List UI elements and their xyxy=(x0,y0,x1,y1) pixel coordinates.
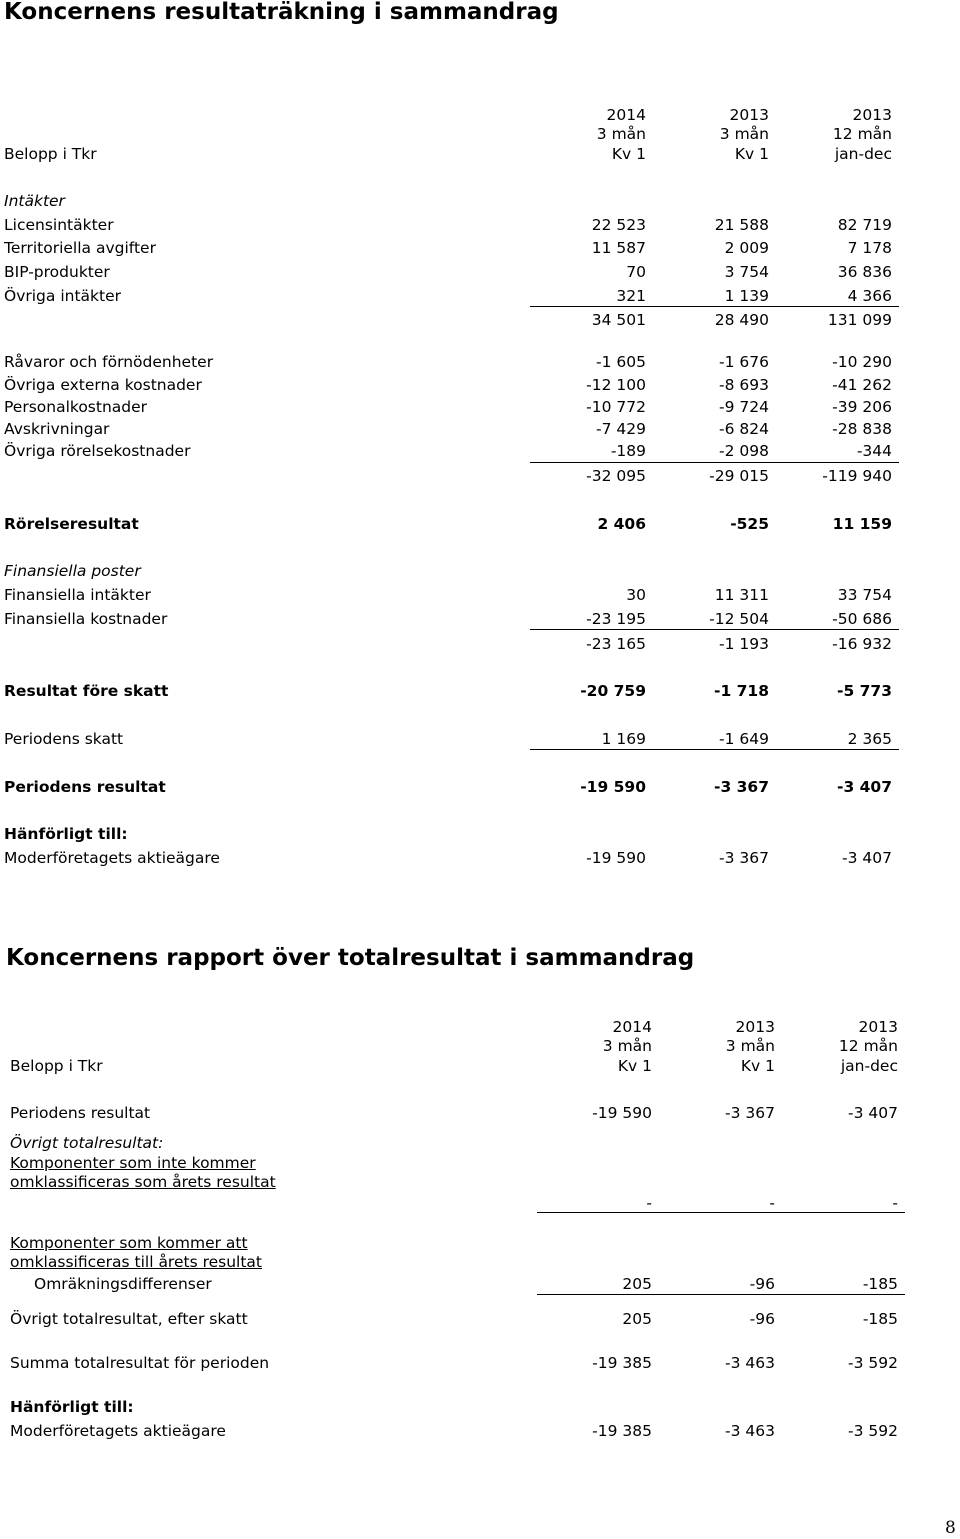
row-label: Periodens resultat xyxy=(10,1104,151,1122)
row-value: -3 463 xyxy=(725,1354,775,1372)
row-value: 2 009 xyxy=(724,239,769,257)
subtotal-rule xyxy=(530,306,899,307)
component-heading: Komponenter som kommer att xyxy=(10,1234,248,1252)
subtotal-rule xyxy=(530,749,899,750)
total-value: -1 718 xyxy=(714,682,769,700)
row-value: 70 xyxy=(626,263,646,281)
row-value: 7 178 xyxy=(847,239,892,257)
row-label: BIP-produkter xyxy=(4,263,110,281)
subtotal-rule xyxy=(530,462,899,463)
row-label: Personalkostnader xyxy=(4,398,148,416)
row-value: -3 367 xyxy=(719,849,769,867)
row-value: -344 xyxy=(856,442,892,460)
row-value: -185 xyxy=(862,1310,898,1328)
row-value: -3 592 xyxy=(848,1422,898,1440)
row-value: -1 649 xyxy=(719,730,769,748)
belopp-label: Belopp i Tkr xyxy=(10,1057,103,1075)
row-label: Övriga intäkter xyxy=(4,287,121,305)
row-label: Moderföretagets aktieägare xyxy=(10,1422,226,1440)
row-value: 21 588 xyxy=(714,216,769,234)
row-value: -96 xyxy=(749,1310,775,1328)
row-value: -12 100 xyxy=(586,376,646,394)
col-header-range: jan-dec xyxy=(834,145,892,163)
row-label: Moderföretagets aktieägare xyxy=(4,849,220,867)
row-label: Råvaror och förnödenheter xyxy=(4,353,214,371)
row-value: -3 407 xyxy=(848,1104,898,1122)
col-header-range: jan-dec xyxy=(840,1057,898,1075)
row-value: 30 xyxy=(626,586,646,604)
row-value: 22 523 xyxy=(591,216,646,234)
col-header-year: 2014 xyxy=(612,1018,652,1036)
row-value: -1 676 xyxy=(719,353,769,371)
row-value: -28 838 xyxy=(832,420,892,438)
subtotal-value: -29 015 xyxy=(709,467,769,485)
col-header-range: Kv 1 xyxy=(734,145,769,163)
row-label: Territoriella avgifter xyxy=(4,239,156,257)
hanforligt-heading: Hänförligt till: xyxy=(10,1398,134,1416)
comprehensive-title: Koncernens rapport över totalresultat i sammandrag xyxy=(6,945,695,971)
row-label: Övrigt totalresultat, efter skatt xyxy=(10,1310,248,1328)
subtotal-value: -119 940 xyxy=(822,467,892,485)
row-label-total: Resultat före skatt xyxy=(4,682,169,700)
col-header-year: 2013 xyxy=(858,1018,898,1036)
row-value: 1 169 xyxy=(601,730,646,748)
row-value: -39 206 xyxy=(832,398,892,416)
row-value: -185 xyxy=(862,1275,898,1293)
subtotal-value: 28 490 xyxy=(714,311,769,329)
row-value: 11 311 xyxy=(714,586,769,604)
col-header-year: 2013 xyxy=(852,106,892,124)
row-value: -3 367 xyxy=(725,1104,775,1122)
col-header-period: 3 mån xyxy=(719,125,769,143)
col-header-period: 12 mån xyxy=(832,125,892,143)
component-heading: Komponenter som inte kommer xyxy=(10,1154,256,1172)
page-number: 8 xyxy=(945,1518,956,1538)
row-value: 2 365 xyxy=(847,730,892,748)
row-value: -12 504 xyxy=(709,610,769,628)
total-value: -3 407 xyxy=(837,778,892,796)
row-label: Summa totalresultat för perioden xyxy=(10,1354,270,1372)
row-value: -96 xyxy=(749,1275,775,1293)
row-label: Övriga externa kostnader xyxy=(4,376,202,394)
total-value: -525 xyxy=(730,515,769,533)
total-value: 2 406 xyxy=(597,515,646,533)
row-label: Finansiella kostnader xyxy=(4,610,168,628)
row-value: -8 693 xyxy=(719,376,769,394)
row-value: -50 686 xyxy=(832,610,892,628)
subtotal-rule xyxy=(530,629,899,630)
col-header-period: 12 mån xyxy=(838,1037,898,1055)
subtotal-value: -1 193 xyxy=(719,635,769,653)
col-header-period: 3 mån xyxy=(725,1037,775,1055)
col-header-year: 2014 xyxy=(606,106,646,124)
row-value: - xyxy=(892,1194,898,1212)
col-header-year: 2013 xyxy=(735,1018,775,1036)
income-title: Koncernens resultaträkning i sammandrag xyxy=(4,0,559,25)
row-value: -10 290 xyxy=(832,353,892,371)
row-value: - xyxy=(769,1194,775,1212)
belopp-label: Belopp i Tkr xyxy=(4,145,97,163)
col-header-year: 2013 xyxy=(729,106,769,124)
row-value: -19 385 xyxy=(592,1422,652,1440)
hanforligt-heading: Hänförligt till: xyxy=(4,825,128,843)
row-value: 205 xyxy=(622,1275,652,1293)
row-value: 1 139 xyxy=(724,287,769,305)
total-value: -5 773 xyxy=(837,682,892,700)
row-value: -9 724 xyxy=(719,398,769,416)
total-value: 11 159 xyxy=(832,515,892,533)
section-heading-finansiella: Finansiella poster xyxy=(4,562,141,580)
row-value: -41 262 xyxy=(832,376,892,394)
row-label-total: Periodens resultat xyxy=(4,778,166,796)
row-value: -6 824 xyxy=(719,420,769,438)
row-value: 36 836 xyxy=(837,263,892,281)
row-value: 82 719 xyxy=(837,216,892,234)
component-heading: omklassificeras som årets resultat xyxy=(10,1173,276,1191)
row-value: -7 429 xyxy=(596,420,646,438)
subtotal-rule xyxy=(537,1294,905,1295)
row-label: Licensintäkter xyxy=(4,216,114,234)
row-value: 321 xyxy=(616,287,646,305)
row-label: Finansiella intäkter xyxy=(4,586,151,604)
component-heading: omklassificeras till årets resultat xyxy=(10,1253,263,1271)
row-label: Avskrivningar xyxy=(4,420,110,438)
row-value: 205 xyxy=(622,1310,652,1328)
row-label: Övriga rörelsekostnader xyxy=(4,442,191,460)
total-value: -3 367 xyxy=(714,778,769,796)
row-value: -19 385 xyxy=(592,1354,652,1372)
col-header-range: Kv 1 xyxy=(611,145,646,163)
row-label: Omräkningsdifferenser xyxy=(34,1275,212,1293)
row-value: -189 xyxy=(610,442,646,460)
subtotal-value: 34 501 xyxy=(591,311,646,329)
row-value: -1 605 xyxy=(596,353,646,371)
row-label: Periodens skatt xyxy=(4,730,124,748)
row-value: 4 366 xyxy=(847,287,892,305)
subtotal-rule xyxy=(537,1212,905,1213)
subtotal-value: 131 099 xyxy=(827,311,892,329)
col-header-period: 3 mån xyxy=(602,1037,652,1055)
col-header-range: Kv 1 xyxy=(740,1057,775,1075)
row-value: -19 590 xyxy=(592,1104,652,1122)
col-header-period: 3 mån xyxy=(596,125,646,143)
row-value: -10 772 xyxy=(586,398,646,416)
row-value: -2 098 xyxy=(719,442,769,460)
subtotal-value: -32 095 xyxy=(586,467,646,485)
total-value: -19 590 xyxy=(580,778,646,796)
row-value: -3 463 xyxy=(725,1422,775,1440)
row-value: 11 587 xyxy=(591,239,646,257)
row-value: - xyxy=(646,1194,652,1212)
total-value: -20 759 xyxy=(580,682,646,700)
row-value: -23 195 xyxy=(586,610,646,628)
row-value: -3 592 xyxy=(848,1354,898,1372)
col-header-range: Kv 1 xyxy=(617,1057,652,1075)
row-value: 33 754 xyxy=(837,586,892,604)
row-value: 3 754 xyxy=(724,263,769,281)
row-value: -19 590 xyxy=(586,849,646,867)
row-value: -3 407 xyxy=(842,849,892,867)
ovrigt-heading: Övrigt totalresultat: xyxy=(10,1134,164,1152)
row-label-total: Rörelseresultat xyxy=(4,515,139,533)
subtotal-value: -16 932 xyxy=(832,635,892,653)
subtotal-value: -23 165 xyxy=(586,635,646,653)
section-heading-intakter: Intäkter xyxy=(4,192,65,210)
